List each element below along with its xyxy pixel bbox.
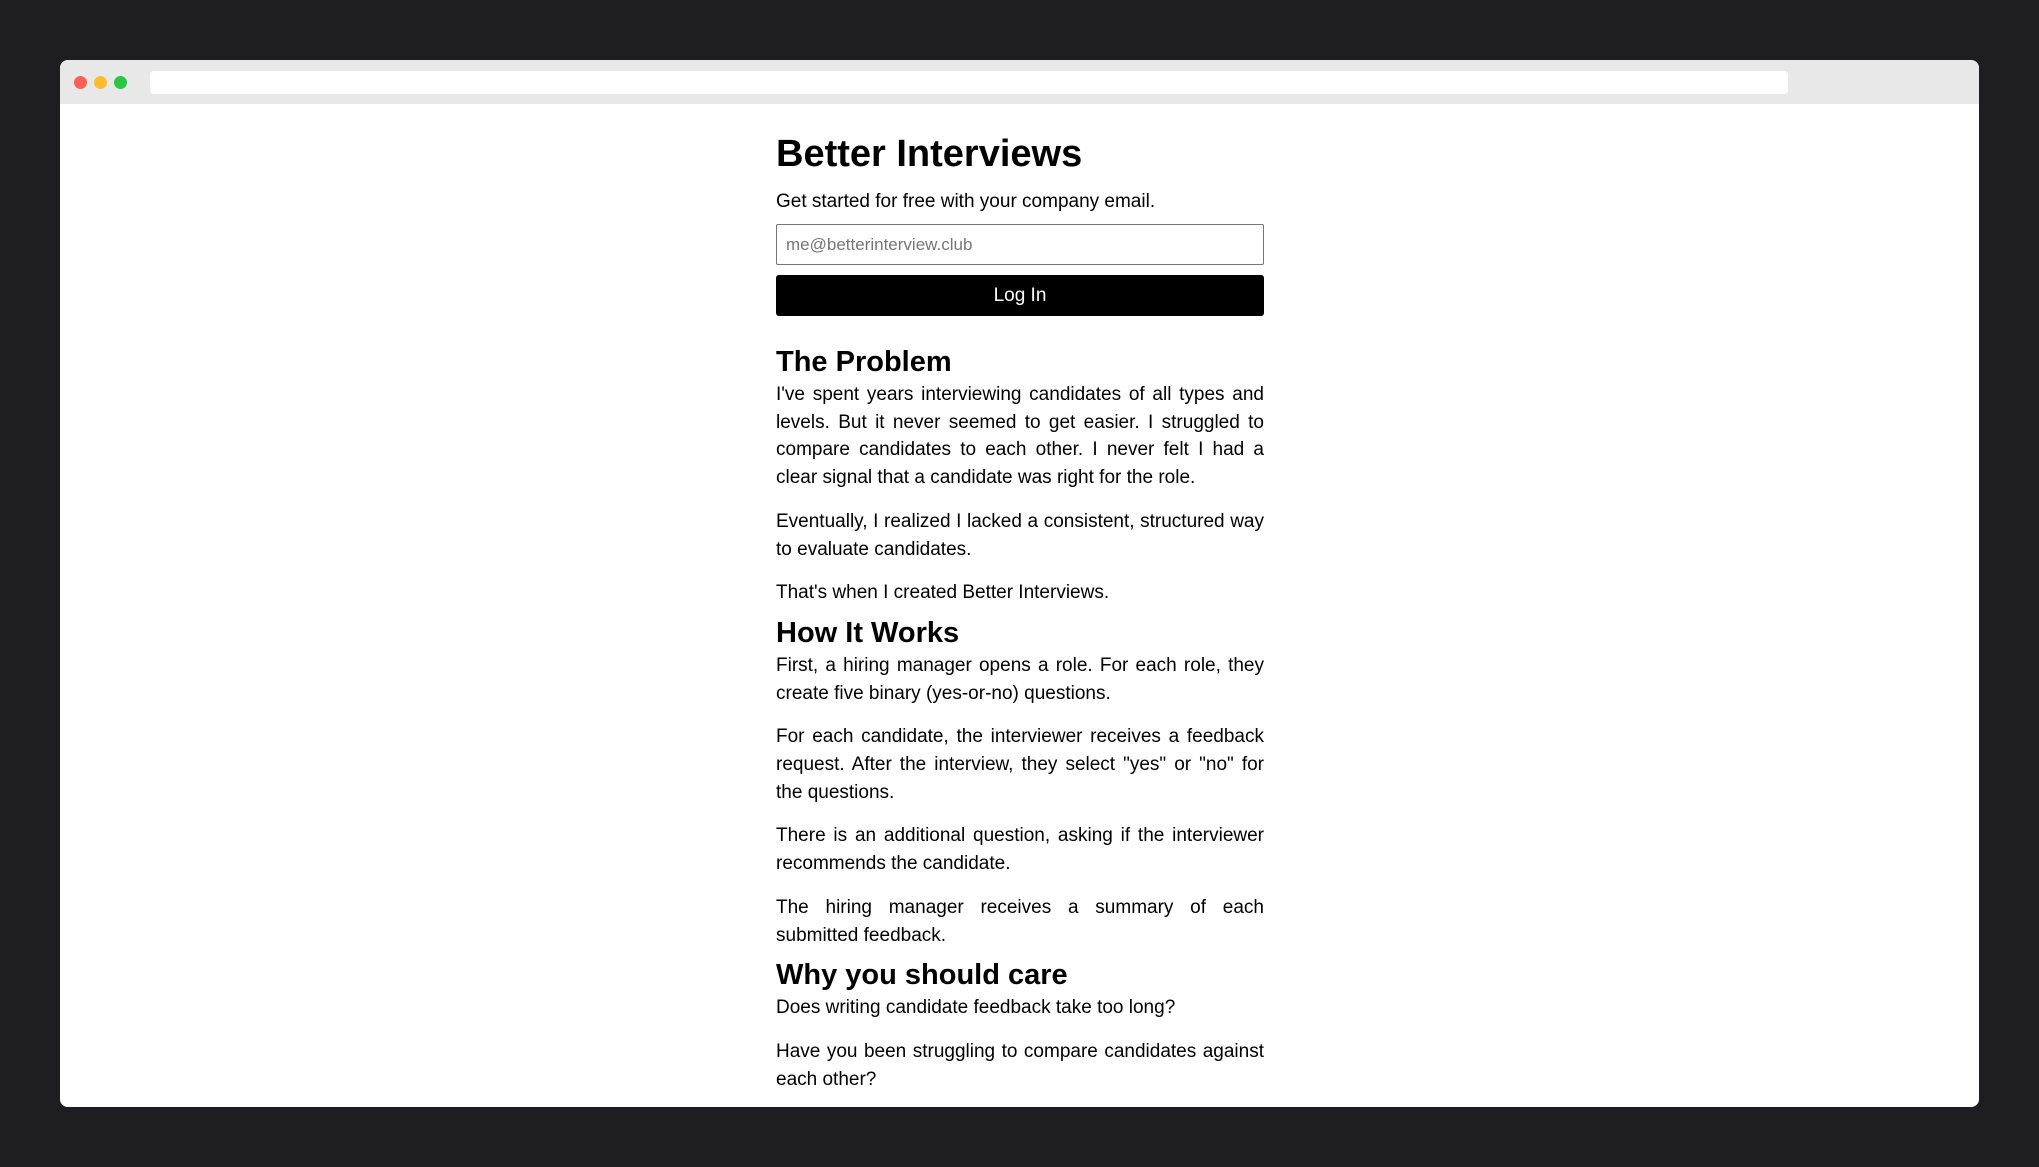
section-paragraph: I've spent years interviewing candidates of all types and levels. But it never seemed to get easier. I struggled to compare candidates to each other. I never felt I had a clear signal that a candidate was right for the role. — [776, 384, 1264, 489]
section-paragraph: Does writing candidate feedback take too long? — [776, 997, 1176, 1019]
section-paragraph: There is an additional question, asking if the interviewer recommends the candidate. — [776, 825, 1264, 875]
section-paragraph: For each candidate, the interviewer receives a feedback request. After the interview, they select "yes" or "no" for the questions. — [776, 726, 1264, 803]
signup-tagline: Get started for free with your company email. — [776, 191, 1156, 212]
browser-window — [60, 60, 1979, 1107]
minimize-window-button[interactable] — [94, 76, 107, 89]
section-heading-how-it-works: How It Works — [776, 616, 960, 649]
section-paragraph: Eventually, I realized I lacked a consistent, structured way to evaluate candidates. — [776, 510, 1264, 560]
section-paragraph: That's when I created Better Interviews. — [776, 582, 1110, 604]
main-content — [776, 104, 1264, 1093]
address-bar[interactable] — [150, 71, 1788, 94]
section-heading-problem: The Problem — [776, 346, 952, 378]
section-heading-why-care: Why you should care — [776, 959, 1068, 992]
section-paragraph: The hiring manager receives a summary of each submitted feedback. — [776, 896, 1264, 946]
page-viewport[interactable] — [60, 104, 1979, 1107]
page-title: Better Interviews — [776, 133, 1083, 175]
login-button[interactable]: Log In — [776, 275, 1264, 316]
email-input[interactable] — [776, 224, 1264, 265]
section-paragraph: First, a hiring manager opens a role. For each role, they create five binary (yes-or-no) questions. — [776, 654, 1264, 704]
section-paragraph: Have you been struggling to compare candidates against each other? — [776, 1040, 1264, 1090]
browser-titlebar — [60, 60, 1979, 104]
maximize-window-button[interactable] — [114, 76, 127, 89]
close-window-button[interactable] — [74, 76, 87, 89]
